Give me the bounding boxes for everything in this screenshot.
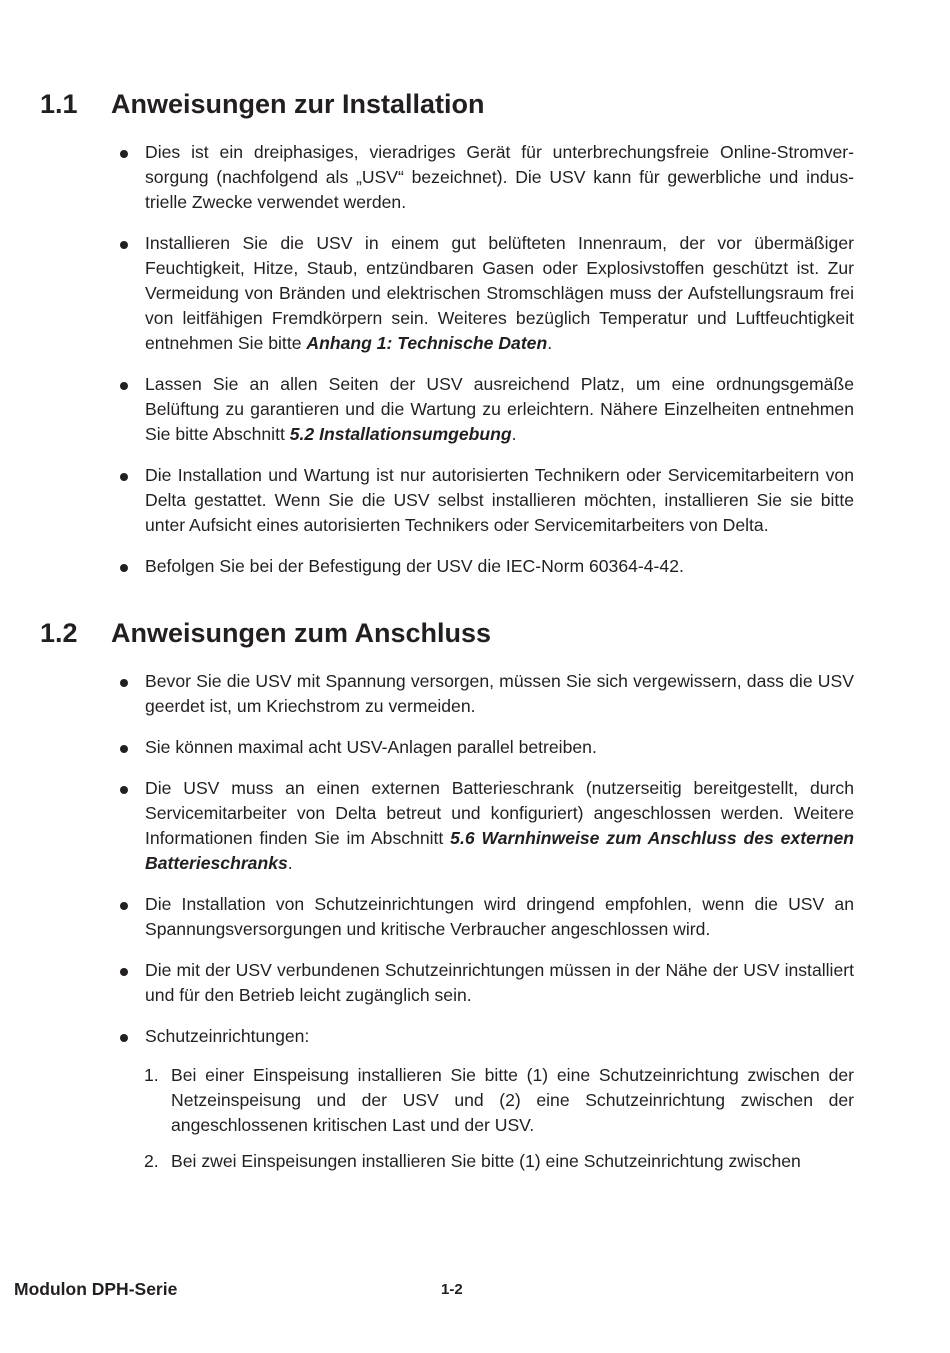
bullet-item: Dies ist ein dreiphasiges, vieradriges Gerät für unterbrechungsfreie Online-Stromversorgung (nachfolgend als „USV“ bezeichnet). Die USV kann für gewerbliche und industrielle Zwecke verwendet werden. — [118, 140, 854, 215]
bullet-icon — [120, 241, 128, 249]
bullet-item: Sie können maximal acht USV-Anlagen parallel betreiben. — [118, 735, 854, 760]
bullet-icon — [120, 679, 128, 687]
bullet-item: Installieren Sie die USV in einem gut belüfteten Innenraum, der vor übermäßiger Feuchtigkeit, Hitze, Staub, entzündbaren Gasen oder Explosivstoffen geschützt ist. Zur Vermeidung von Bränden und elektrischen Stromschlägen muss der Aufstellungsraum frei von leitfähigen Fremdkörpern sein. Weiteres bezüglich Temperatur und Luftfeuchtigkeit entnehmen Sie bitte Anhang 1: Technische Daten. — [118, 231, 854, 356]
cross-reference: 5.6 Warnhinweise zum Anschluss des externen Batterieschranks — [145, 828, 854, 873]
bullet-icon — [120, 902, 128, 910]
bullet-icon — [120, 745, 128, 753]
bullet-icon — [120, 786, 128, 794]
bullet-icon — [120, 564, 128, 572]
bullet-item: Schutzeinrichtungen: — [118, 1024, 854, 1049]
footer-product-name: Modulon DPH-Serie — [14, 1279, 178, 1299]
cross-reference: Anhang 1: Technische Daten — [306, 333, 548, 353]
cross-reference: 5.2 Installationsumgebung — [289, 424, 512, 444]
bullet-item: Die Installation von Schutzeinrichtungen wird dringend empfohlen, wenn die USV an Spannungsversorgungen und kritische Verbraucher angeschlossen wird. — [118, 892, 854, 942]
numbered-item: 1. Bei einer Einspeisung installieren Sie bitte (1) eine Schutzeinrichtung zwischen der Netzeinspeisung und der USV und (2) eine Schutzeinrichtung zwischen der angeschlossenen kritischen Last und der USV. — [144, 1065, 854, 1135]
numbered-item: 2. Bei zwei Einspeisungen installieren Sie bitte (1) eine Schutzeinrichtung zwischen — [118, 1149, 854, 1174]
section-heading-connection — [40, 617, 491, 649]
bullet-item: Die mit der USV verbundenen Schutzeinrichtungen müssen in der Nähe der USV installiert und für den Betrieb leicht zugänglich sein. — [118, 958, 854, 1008]
section-title: Anweisungen zur Installation — [111, 89, 485, 119]
bullet-item: Die Installation und Wartung ist nur autorisierten Technikern oder Servicemitarbeitern von Delta gestattet. Wenn Sie die USV selbst installieren möchten, installieren Sie sie bitte unter Aufsicht eines autorisierten Technikers oder Servicemitarbeiters von Delta. — [118, 463, 854, 538]
section-number: 1.2 — [40, 618, 78, 648]
list-number: 2. — [144, 1151, 159, 1171]
bullet-icon — [120, 382, 128, 390]
section-number: 1.1 — [40, 89, 78, 119]
bullet-icon — [120, 150, 128, 158]
section-body-installation — [118, 140, 854, 579]
bullet-icon — [120, 473, 128, 481]
bullet-item: Lassen Sie an allen Seiten der USV ausreichend Platz, um eine ordnungsgemäße Belüftung zu garantieren und die Wartung zu erleichtern. Nähere Einzelheiten entnehmen Sie bitte Abschnitt 5.2 Installationsumgebung. — [118, 372, 854, 447]
bullet-icon — [120, 968, 128, 976]
bullet-item: Die USV muss an einen externen Batterieschrank (nutzerseitig bereitgestellt, durch Servicemitarbeiter von Delta betreut und konfiguriert) angeschlossen werden. Weitere Informationen finden Sie im Abschnitt 5.6 Warnhinweise zum Anschluss des externen Batterieschranks. — [118, 776, 854, 876]
bullet-item: Befolgen Sie bei der Befestigung der USV die IEC-Norm 60364-4-42. — [118, 554, 854, 579]
list-number: 1. — [144, 1065, 159, 1085]
section-title: Anweisungen zum Anschluss — [111, 618, 492, 648]
footer-page-number: 1-2 — [441, 1281, 463, 1298]
section-heading-installation — [40, 88, 485, 120]
section-body-connection — [118, 669, 854, 1174]
bullet-icon — [120, 1034, 128, 1042]
bullet-item: Bevor Sie die USV mit Spannung versorgen, müssen Sie sich vergewissern, dass die USV geerdet ist, um Kriechstrom zu vermeiden. — [118, 669, 854, 719]
